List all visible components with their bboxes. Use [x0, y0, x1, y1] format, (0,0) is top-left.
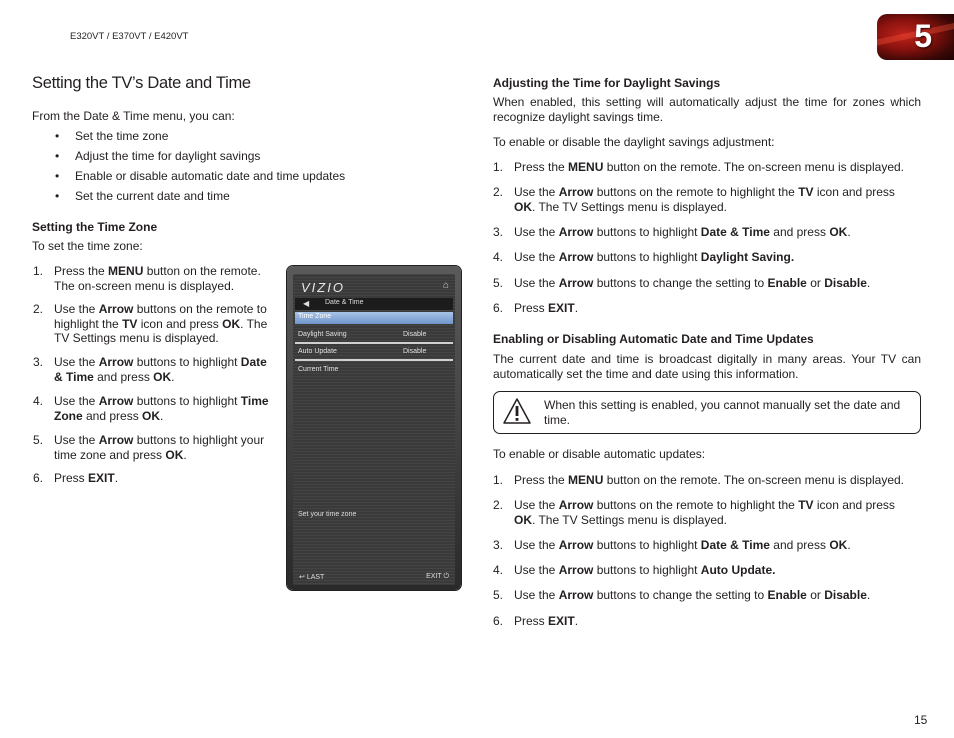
list-item: 5. Use the Arrow buttons to change the setting to Enable or Disable.	[493, 276, 871, 290]
list-item: 5. Use the Arrow buttons to change the setting to Enable or Disable.	[493, 588, 871, 602]
list-item: 2. Use the Arrow buttons on the remote to highlight the TV icon and press OK. The TV Settings menu is displayed.	[493, 185, 895, 214]
home-icon: ⌂	[442, 280, 449, 291]
list-item: 6. Press EXIT.	[493, 614, 579, 628]
dst-intro: To enable or disable the daylight savings adjustment:	[493, 135, 775, 149]
bullet-item: • Enable or disable automatic date and time updates	[55, 169, 346, 183]
menu-header-label: Date & Time	[325, 299, 364, 306]
exit-label: EXIT ⏻	[426, 573, 449, 580]
menu-row-current-time: Current Time	[298, 366, 339, 373]
menu-row-daylight-saving: Daylight Saving Disable	[295, 330, 453, 344]
auto-update-heading: Enabling or Disabling Automatic Date and Time Updates	[493, 332, 814, 346]
back-arrow-icon: ◀	[303, 299, 310, 308]
bullet-item: • Set the time zone	[55, 129, 169, 143]
menu-header	[295, 298, 453, 310]
menu-row-time-zone: Time Zone	[295, 312, 453, 324]
list-item: 3. Use the Arrow buttons to highlight Date & Time and press OK.	[33, 355, 267, 384]
exit-icon: ⏻	[441, 573, 449, 580]
intro-text: From the Date & Time menu, you can:	[32, 109, 235, 123]
dst-heading: Adjusting the Time for Daylight Savings	[493, 76, 721, 90]
warning-box	[493, 391, 921, 434]
vizio-logo: VIZIO	[301, 280, 345, 295]
list-item: 3. Use the Arrow buttons to highlight Date & Time and press OK.	[493, 225, 851, 239]
list-item: 2. Use the Arrow buttons on the remote to highlight the TV icon and press OK. The TV Settings menu is displayed.	[33, 302, 268, 345]
page-number: 15	[914, 713, 928, 727]
list-item: 1. Press the MENU button on the remote. The on-screen menu is displayed.	[493, 160, 904, 174]
time-zone-heading: Setting the Time Zone	[32, 220, 158, 234]
list-item: 4. Use the Arrow buttons to highlight Daylight Saving.	[493, 250, 795, 264]
auto-update-intro: To enable or disable automatic updates:	[493, 447, 706, 461]
tv-menu-illustration	[287, 266, 461, 590]
dst-description: When enabled, this setting will automatically adjust the time for zones which recognize daylight savings time.	[493, 95, 921, 124]
list-item: 3. Use the Arrow buttons to highlight Date & Time and press OK.	[493, 538, 851, 552]
last-label: ↩ LAST	[299, 574, 325, 581]
model-numbers: E320VT / E370VT / E420VT	[70, 31, 189, 42]
list-item: 4. Use the Arrow buttons to highlight Auto Update.	[493, 563, 776, 577]
list-item: 1. Press the MENU button on the remote. The on-screen menu is displayed.	[33, 264, 261, 293]
bullet-item: • Set the current date and time	[55, 189, 230, 203]
warning-icon	[503, 398, 531, 424]
chapter-tab	[877, 14, 954, 60]
list-item: 5. Use the Arrow buttons to highlight your time zone and press OK.	[33, 433, 265, 462]
list-item: 1. Press the MENU button on the remote. The on-screen menu is displayed.	[493, 473, 904, 487]
list-item: 2. Use the Arrow buttons on the remote to highlight the TV icon and press OK. The TV Settings menu is displayed.	[493, 498, 895, 527]
list-item: 6. Press EXIT.	[493, 301, 579, 315]
tv-screen: VIZIO ⌂ ◀ Date & Time Time Zone Daylight Saving Disable Auto Update Disable Current Time Set your time zone ↩ LAST EXIT ⏻	[293, 274, 455, 585]
page-title: Setting the TV’s Date and Time	[32, 74, 251, 92]
list-item: 6. Press EXIT.	[33, 471, 119, 485]
menu-row-auto-update: Auto Update Disable	[295, 347, 453, 361]
return-icon: ↩	[299, 574, 307, 581]
warning-text: When this setting is enabled, you cannot manually set the date and time.	[544, 398, 901, 427]
list-item: 4. Use the Arrow buttons to highlight Time Zone and press OK.	[33, 394, 269, 423]
auto-update-description: The current date and time is broadcast digitally in many areas. Your TV can automatically set the time and date using this information.	[493, 352, 921, 381]
bullet-item: • Adjust the time for daylight savings	[55, 149, 261, 163]
chapter-number: 5	[914, 18, 932, 54]
time-zone-intro: To set the time zone:	[32, 239, 143, 253]
